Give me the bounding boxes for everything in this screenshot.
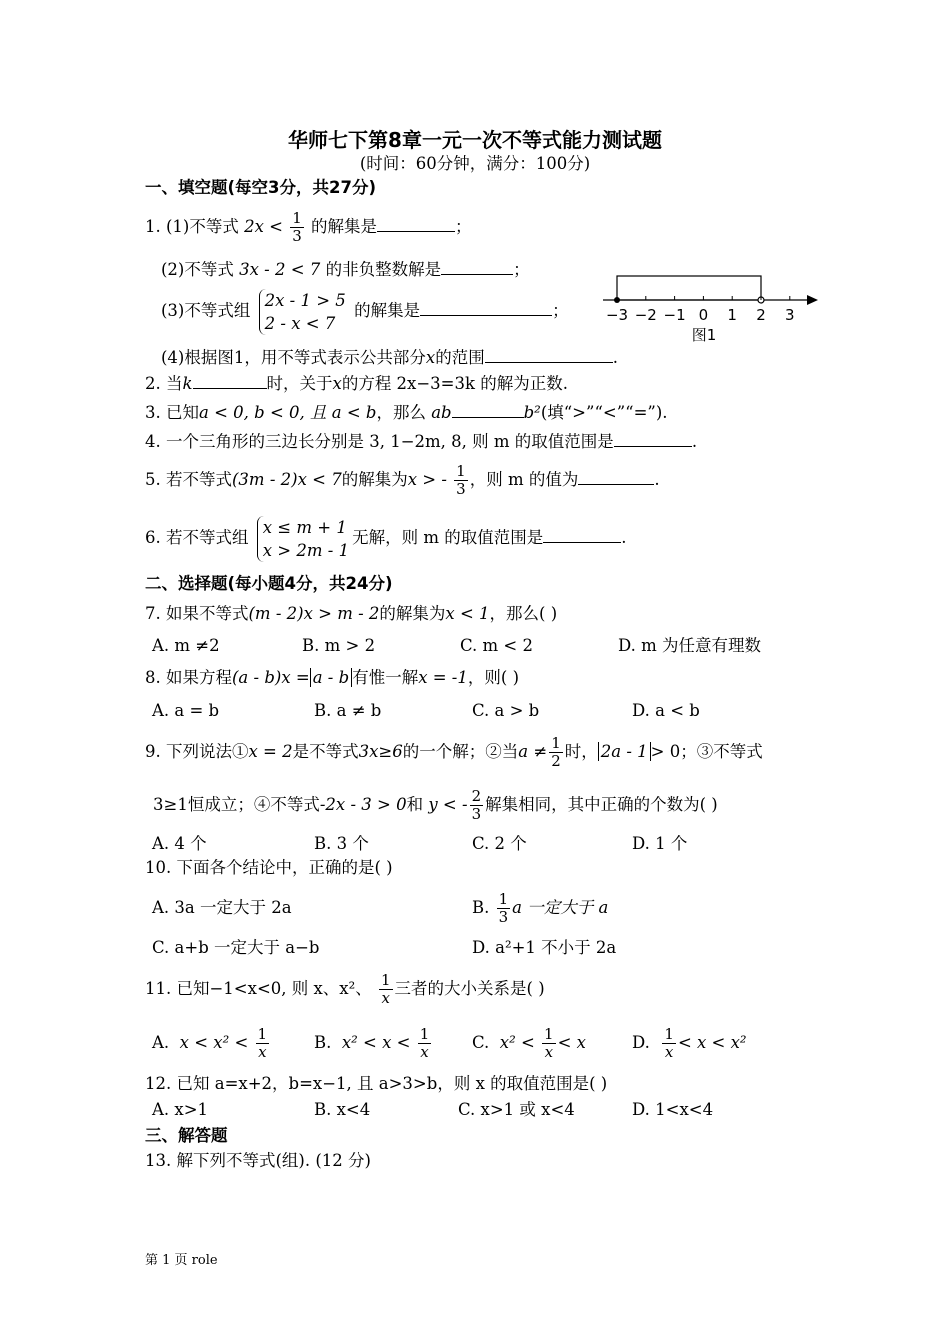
option-10b: B. $\frac{1}{3}$ a 一定大于 a [472,890,609,926]
option-9a: A. 4 个 [152,834,207,853]
section-heading-choice: 二、选择题(每小题4分，共24分) [145,574,393,593]
tick-label: 3 [785,306,795,324]
option-9b: B. 3 个 [314,834,369,853]
page-subtitle: (时间：60分钟，满分：100分) [359,154,591,173]
question-1-part-1: 1. (1)不等式 2x < $\frac{1}{3}$ 的解集是 ； [145,209,472,245]
option-10c: C. a+b 一定大于 a−b [152,938,320,957]
option-9c: C. 2 个 [472,834,527,853]
answer-blank [578,469,654,485]
option-12d: D. 1<x<4 [632,1100,714,1119]
question-9-line-1: 9. 下列说法①x = 2是不等式3x≥6的一个解；②当a ≠ $\frac{1}{2}$ 时， 2a - 1 > 0；③不等式 [145,734,763,770]
answer-blank [543,527,621,543]
tick-label: −1 [663,306,686,324]
option-7c: C. m < 2 [460,636,533,655]
option-11a: A. x < x² < $\frac{1}{x}$ [152,1025,268,1061]
answer-blank [377,216,455,232]
tick-label: −2 [634,306,657,324]
question-8-stem: 8. 如果方程(a - b)x = a - b 有惟一解x = -1，则( ) [145,668,520,687]
question-13: 13. 解下列不等式(组). (12 分) [145,1151,371,1170]
question-6: 6. 若不等式组 x ≤ m + 1 x > 2m - 1 无解，则 m 的取值范围是 . [145,517,627,560]
option-11b: B. x² < x < $\frac{1}{x}$ [314,1025,430,1061]
solution-range-bracket [617,276,761,300]
option-10a: A. 3a 一定大于 2a [152,898,292,917]
answer-blank [452,402,524,418]
option-8b: B. a ≠ b [314,701,382,720]
option-7d: D. m 为任意有理数 [618,636,762,655]
question-10-stem: 10. 下面各个结论中，正确的是( ) [145,858,393,877]
axis-arrow [807,295,818,305]
number-line-figure [598,272,830,348]
tick-label: 1 [727,306,737,324]
option-7a: A. m ≠2 [152,636,220,655]
question-4: 4. 一个三角形的三边长分别是 3, 1−2m, 8, 则 m 的取值范围是 . [145,432,698,451]
tick-label: −3 [605,306,629,324]
question-9-line-2: 3≥1恒成立；④不等式-2x - 3 > 0和 y < - $\frac{2}{3}$ 解集相同，其中正确的个数为( ) [153,787,718,823]
tick-label: 2 [756,306,766,324]
question-12-stem: 12. 已知 a=x+2，b=x−1, 且 a>3>b，则 x 的取值范围是( ) [145,1074,608,1093]
option-8a: A. a = b [152,701,220,720]
answer-blank [614,431,692,447]
option-12c: C. x>1 或 x<4 [458,1100,575,1119]
question-1-part-3: (3)不等式组 2x - 1 > 5 2 - x < 7 的解集是 ； [161,290,569,333]
figure-caption: 图1 [691,326,717,344]
question-7-stem: 7. 如果不等式(m - 2)x > m - 2的解集为x < 1，那么( ) [145,604,558,623]
option-9d: D. 1 个 [632,834,688,853]
answer-blank [420,300,552,316]
answer-blank [193,373,267,389]
option-7b: B. m > 2 [302,636,376,655]
option-12a: A. x>1 [152,1100,209,1119]
option-10d: D. a²+1 不小于 2a [472,938,617,957]
section-heading-solve: 三、解答题 [145,1126,228,1145]
question-3: 3. 已知a < 0, b < 0, 且 a < b，那么 ab b²(填“>”“<”“=”). [145,403,668,422]
question-11-stem: 11. 已知−1<x<0, 则 x、x²、 $\frac{1}{x}$ 三者的大小关系是( ) [145,971,545,1007]
page-title: 华师七下第8章一元一次不等式能力测试题 [288,128,662,152]
tick-label: 0 [698,306,709,324]
option-11c: C. x² < $\frac{1}{x}$ < x [472,1025,586,1061]
question-5: 5. 若不等式(3m - 2)x < 7的解集为x > - $\frac{1}{3}$ ，则 m 的值为 . [145,462,660,498]
question-2: 2. 当k 时，关于x的方程 2x−3=3k 的解为正数. [145,374,568,393]
option-11d: D. $\frac{1}{x}$ < x < x² [632,1025,747,1061]
option-8c: C. a > b [472,701,540,720]
answer-blank [441,259,513,275]
question-1-part-2: (2)不等式 3x - 2 < 7 的非负整数解是 ； [161,260,530,279]
option-12b: B. x<4 [314,1100,371,1119]
answer-blank [485,347,613,363]
question-1-part-4: (4)根据图1，用不等式表示公共部分x的范围 . [161,348,618,367]
option-8d: D. a < b [632,701,700,720]
page-footer: 第 1 页 role [145,1253,218,1268]
section-heading-fill-in: 一、填空题(每空3分，共27分) [145,178,377,197]
